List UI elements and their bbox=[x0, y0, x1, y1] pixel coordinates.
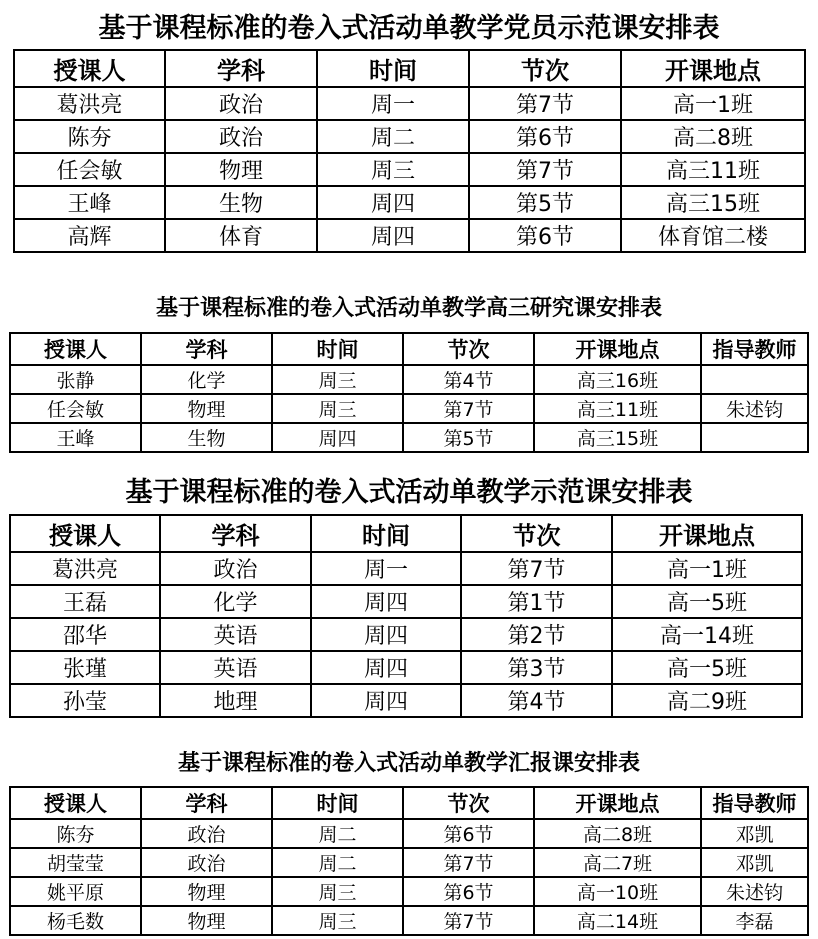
table-row bbox=[14, 120, 805, 153]
cell-subject: 生物 bbox=[141, 423, 272, 452]
cell-location: 高一5班 bbox=[612, 651, 802, 684]
cell-teacher: 杨毛数 bbox=[10, 906, 141, 935]
cell-teacher: 葛洪亮 bbox=[10, 552, 160, 585]
header-subject: 学科 bbox=[160, 515, 311, 552]
header-teacher: 授课人 bbox=[10, 515, 160, 552]
cell-subject: 政治 bbox=[165, 87, 317, 120]
header-time: 时间 bbox=[311, 515, 461, 552]
cell-time: 周四 bbox=[311, 618, 461, 651]
cell-location: 高三11班 bbox=[621, 153, 805, 186]
header-time: 时间 bbox=[317, 50, 469, 87]
table-header-row bbox=[10, 787, 808, 819]
table-row bbox=[10, 848, 808, 877]
header-mentor: 指导教师 bbox=[701, 787, 808, 819]
cell-period: 第3节 bbox=[461, 651, 612, 684]
header-teacher: 授课人 bbox=[10, 787, 141, 819]
cell-location: 高一10班 bbox=[534, 877, 701, 906]
cell-mentor: 邓凯 bbox=[701, 819, 808, 848]
cell-location: 高二9班 bbox=[612, 684, 802, 717]
cell-time: 周四 bbox=[317, 186, 469, 219]
table-title-report: 基于课程标准的卷入式活动单教学汇报课安排表 bbox=[177, 750, 640, 776]
cell-mentor: 李磊 bbox=[701, 906, 808, 935]
cell-period: 第7节 bbox=[469, 153, 621, 186]
cell-location: 高一1班 bbox=[612, 552, 802, 585]
cell-subject: 英语 bbox=[160, 618, 311, 651]
cell-teacher: 邵华 bbox=[10, 618, 160, 651]
cell-time: 周四 bbox=[311, 585, 461, 618]
table-title-party-demo: 基于课程标准的卷入式活动单教学党员示范课安排表 bbox=[98, 13, 720, 44]
header-location: 开课地点 bbox=[534, 787, 701, 819]
header-location: 开课地点 bbox=[612, 515, 802, 552]
cell-time: 周四 bbox=[311, 684, 461, 717]
cell-location: 高三15班 bbox=[534, 423, 701, 452]
report-schedule-table bbox=[9, 786, 809, 936]
cell-teacher: 孙莹 bbox=[10, 684, 160, 717]
cell-mentor: 朱述钧 bbox=[701, 877, 808, 906]
cell-teacher: 任会敏 bbox=[14, 153, 165, 186]
cell-subject: 政治 bbox=[165, 120, 317, 153]
header-location: 开课地点 bbox=[534, 333, 701, 365]
cell-time: 周二 bbox=[317, 120, 469, 153]
cell-subject: 地理 bbox=[160, 684, 311, 717]
cell-teacher: 王峰 bbox=[14, 186, 165, 219]
header-time: 时间 bbox=[272, 333, 403, 365]
table-row bbox=[10, 877, 808, 906]
cell-teacher: 胡莹莹 bbox=[10, 848, 141, 877]
cell-period: 第4节 bbox=[403, 365, 534, 394]
header-subject: 学科 bbox=[165, 50, 317, 87]
cell-period: 第7节 bbox=[469, 87, 621, 120]
cell-period: 第7节 bbox=[461, 552, 612, 585]
cell-location: 高一14班 bbox=[612, 618, 802, 651]
cell-subject: 政治 bbox=[141, 819, 272, 848]
cell-time: 周四 bbox=[311, 651, 461, 684]
senior3-research-schedule-table bbox=[9, 332, 809, 453]
cell-subject: 物理 bbox=[141, 906, 272, 935]
cell-subject: 英语 bbox=[160, 651, 311, 684]
cell-location: 高二14班 bbox=[534, 906, 701, 935]
header-location: 开课地点 bbox=[621, 50, 805, 87]
cell-period: 第6节 bbox=[469, 120, 621, 153]
cell-location: 高三16班 bbox=[534, 365, 701, 394]
cell-location: 高三11班 bbox=[534, 394, 701, 423]
cell-period: 第5节 bbox=[403, 423, 534, 452]
cell-subject: 物理 bbox=[165, 153, 317, 186]
cell-time: 周四 bbox=[317, 219, 469, 252]
table-header-row bbox=[10, 333, 808, 365]
table-row bbox=[10, 394, 808, 423]
table-row bbox=[10, 552, 802, 585]
cell-teacher: 陈夯 bbox=[10, 819, 141, 848]
cell-time: 周三 bbox=[272, 906, 403, 935]
table-row bbox=[10, 906, 808, 935]
header-period: 节次 bbox=[403, 787, 534, 819]
cell-mentor bbox=[701, 365, 808, 394]
cell-period: 第7节 bbox=[403, 394, 534, 423]
demo-schedule-table bbox=[9, 514, 803, 718]
cell-time: 周一 bbox=[317, 87, 469, 120]
cell-period: 第6节 bbox=[403, 877, 534, 906]
table-header-row bbox=[10, 515, 802, 552]
cell-time: 周二 bbox=[272, 848, 403, 877]
cell-teacher: 任会敏 bbox=[10, 394, 141, 423]
cell-location: 高二8班 bbox=[534, 819, 701, 848]
cell-subject: 物理 bbox=[141, 877, 272, 906]
header-teacher: 授课人 bbox=[10, 333, 141, 365]
cell-time: 周四 bbox=[272, 423, 403, 452]
cell-time: 周二 bbox=[272, 819, 403, 848]
cell-subject: 化学 bbox=[160, 585, 311, 618]
cell-mentor bbox=[701, 423, 808, 452]
cell-teacher: 葛洪亮 bbox=[14, 87, 165, 120]
cell-subject: 政治 bbox=[141, 848, 272, 877]
table-row bbox=[14, 87, 805, 120]
cell-teacher: 张静 bbox=[10, 365, 141, 394]
table-row bbox=[14, 186, 805, 219]
table-row bbox=[10, 585, 802, 618]
cell-subject: 物理 bbox=[141, 394, 272, 423]
cell-time: 周三 bbox=[272, 394, 403, 423]
cell-mentor: 朱述钧 bbox=[701, 394, 808, 423]
header-mentor: 指导教师 bbox=[701, 333, 808, 365]
table-row bbox=[10, 365, 808, 394]
cell-subject: 生物 bbox=[165, 186, 317, 219]
table-row bbox=[10, 651, 802, 684]
table-row bbox=[10, 423, 808, 452]
cell-teacher: 高辉 bbox=[14, 219, 165, 252]
cell-period: 第2节 bbox=[461, 618, 612, 651]
table-title-senior3-research: 基于课程标准的卷入式活动单教学高三研究课安排表 bbox=[155, 295, 662, 321]
cell-subject: 体育 bbox=[165, 219, 317, 252]
cell-period: 第6节 bbox=[469, 219, 621, 252]
cell-period: 第7节 bbox=[403, 848, 534, 877]
table-row bbox=[14, 153, 805, 186]
header-subject: 学科 bbox=[141, 787, 272, 819]
cell-location: 高三15班 bbox=[621, 186, 805, 219]
cell-mentor: 邓凯 bbox=[701, 848, 808, 877]
cell-teacher: 张瑾 bbox=[10, 651, 160, 684]
table-row bbox=[10, 819, 808, 848]
table-row bbox=[10, 618, 802, 651]
cell-period: 第7节 bbox=[403, 906, 534, 935]
header-period: 节次 bbox=[403, 333, 534, 365]
cell-period: 第6节 bbox=[403, 819, 534, 848]
table-row bbox=[10, 684, 802, 717]
header-period: 节次 bbox=[461, 515, 612, 552]
cell-location: 体育馆二楼 bbox=[621, 219, 805, 252]
table-row bbox=[14, 219, 805, 252]
table-title-demo: 基于课程标准的卷入式活动单教学示范课安排表 bbox=[125, 477, 693, 508]
cell-time: 周三 bbox=[272, 877, 403, 906]
cell-time: 周三 bbox=[317, 153, 469, 186]
header-teacher: 授课人 bbox=[14, 50, 165, 87]
cell-period: 第1节 bbox=[461, 585, 612, 618]
cell-period: 第4节 bbox=[461, 684, 612, 717]
cell-teacher: 王峰 bbox=[10, 423, 141, 452]
cell-subject: 政治 bbox=[160, 552, 311, 585]
header-time: 时间 bbox=[272, 787, 403, 819]
cell-time: 周三 bbox=[272, 365, 403, 394]
cell-time: 周一 bbox=[311, 552, 461, 585]
cell-teacher: 陈夯 bbox=[14, 120, 165, 153]
header-period: 节次 bbox=[469, 50, 621, 87]
cell-teacher: 王磊 bbox=[10, 585, 160, 618]
cell-subject: 化学 bbox=[141, 365, 272, 394]
party-demo-schedule-table bbox=[13, 49, 806, 253]
cell-location: 高二8班 bbox=[621, 120, 805, 153]
header-subject: 学科 bbox=[141, 333, 272, 365]
cell-location: 高一5班 bbox=[612, 585, 802, 618]
cell-location: 高二7班 bbox=[534, 848, 701, 877]
cell-teacher: 姚平原 bbox=[10, 877, 141, 906]
table-header-row bbox=[14, 50, 805, 87]
cell-location: 高一1班 bbox=[621, 87, 805, 120]
cell-period: 第5节 bbox=[469, 186, 621, 219]
